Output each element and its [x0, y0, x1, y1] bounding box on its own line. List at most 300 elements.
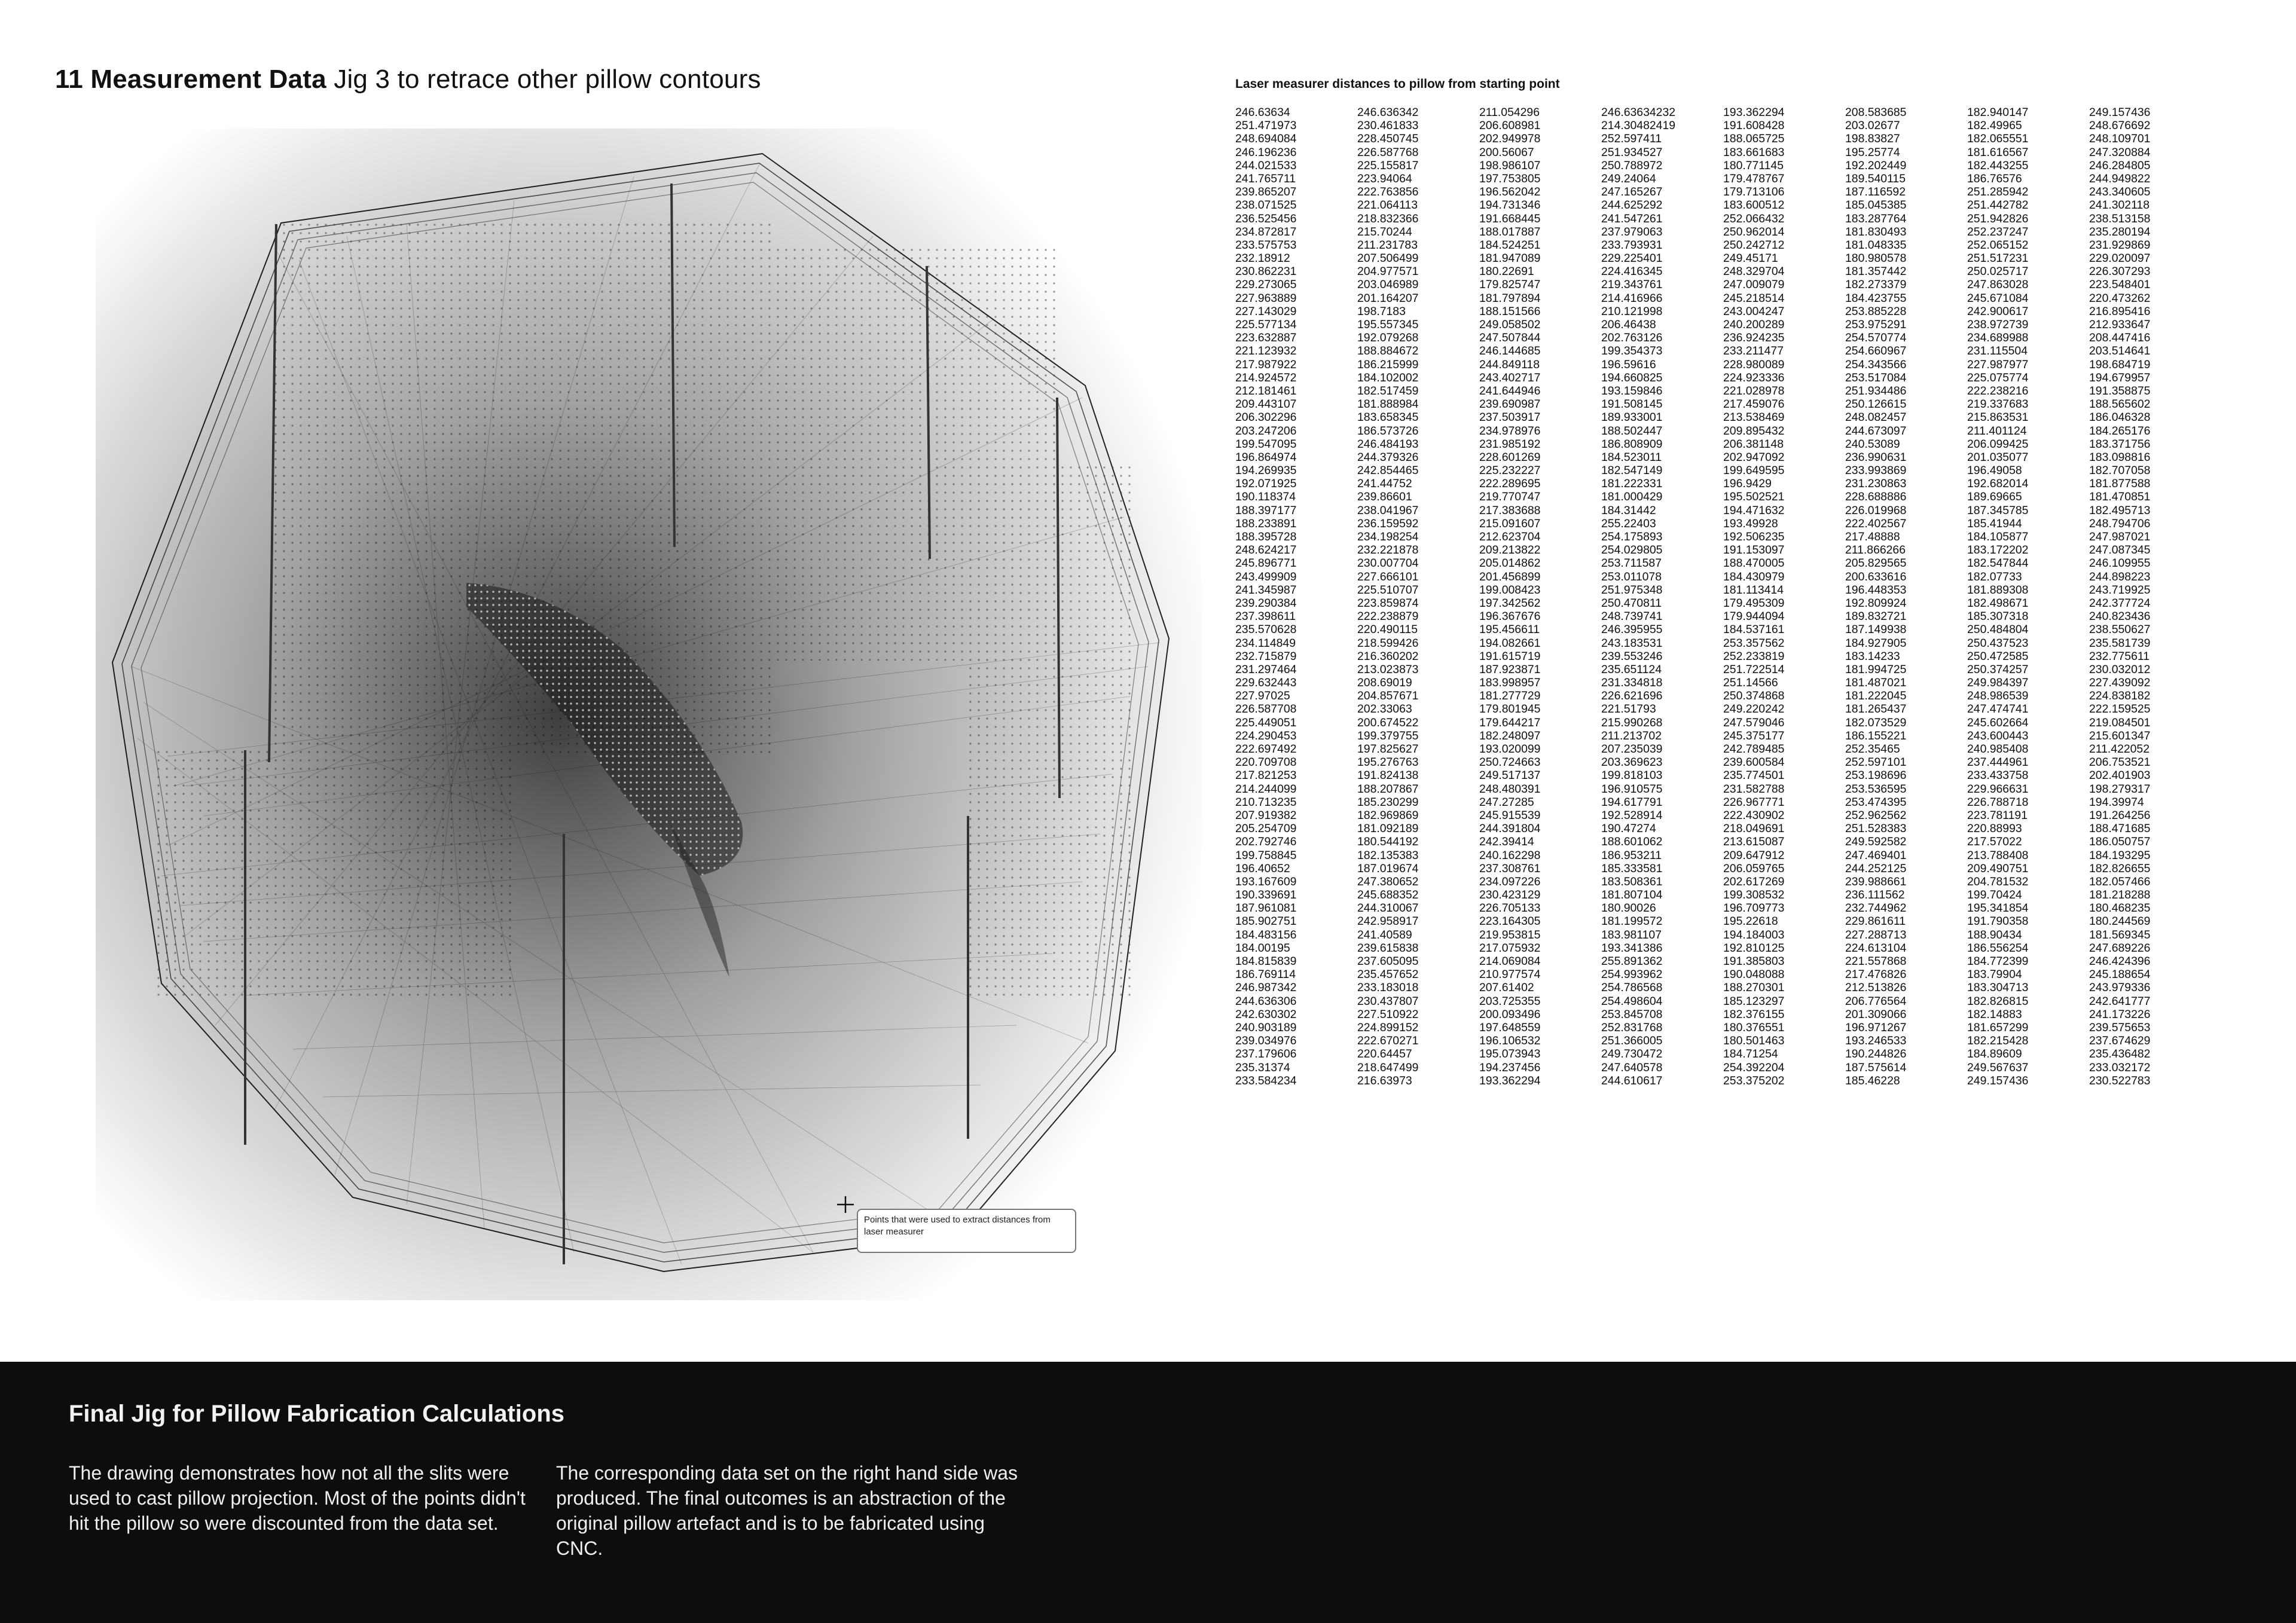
distance-value: 192.079268	[1357, 331, 1419, 345]
distance-value: 230.862231	[1235, 265, 1297, 279]
distance-value: 225.075774	[1967, 371, 2029, 384]
distance-value: 226.621696	[1601, 689, 1663, 703]
distance-value: 217.459076	[1723, 398, 1785, 411]
distance-value: 229.273065	[1235, 278, 1297, 292]
distance-value: 222.697492	[1235, 742, 1297, 756]
distance-value: 196.971267	[1845, 1020, 1907, 1034]
distance-value: 182.498671	[1967, 596, 2029, 610]
distance-value: 179.944094	[1723, 610, 1785, 623]
distance-value: 205.829565	[1845, 557, 1907, 570]
distance-value: 203.247206	[1235, 424, 1297, 438]
distance-value: 181.092189	[1357, 822, 1419, 836]
distance-value: 247.165267	[1601, 185, 1663, 199]
distance-value: 187.019674	[1357, 861, 1419, 875]
distance-value: 253.011078	[1601, 570, 1662, 583]
distance-value: 230.032012	[2089, 662, 2151, 676]
distance-value: 203.514641	[2089, 344, 2151, 358]
distance-value: 245.375177	[1723, 729, 1785, 742]
distance-value: 235.31374	[1235, 1060, 1290, 1074]
distance-value: 243.719925	[2089, 583, 2151, 597]
data-column-4	[1601, 106, 1723, 1295]
distance-value: 182.248097	[1479, 729, 1541, 742]
distance-value: 218.049691	[1723, 822, 1785, 836]
distance-value: 225.510707	[1357, 583, 1419, 597]
distance-value: 202.33063	[1357, 702, 1412, 716]
distance-value: 213.538469	[1723, 411, 1785, 424]
distance-value: 250.025717	[1967, 265, 2029, 279]
distance-value: 199.354373	[1601, 344, 1663, 358]
distance-value: 210.121998	[1601, 304, 1663, 318]
distance-value: 186.76576	[1967, 172, 2022, 185]
distance-value: 213.615087	[1723, 835, 1785, 849]
distance-value: 224.290453	[1235, 729, 1297, 742]
distance-value: 181.218288	[2089, 888, 2151, 902]
distance-value: 182.07733	[1967, 570, 2022, 583]
distance-value: 196.106532	[1479, 1034, 1541, 1048]
distance-value: 200.633616	[1845, 570, 1907, 583]
distance-value: 181.487021	[1845, 676, 1907, 690]
distance-value: 179.825747	[1479, 278, 1541, 292]
distance-value: 224.899152	[1357, 1020, 1419, 1034]
distance-value: 251.722514	[1723, 662, 1785, 676]
distance-value: 180.376551	[1723, 1020, 1785, 1034]
distance-value: 190.47274	[1601, 822, 1656, 836]
distance-value: 206.099425	[1967, 437, 2029, 451]
data-column-6	[1845, 106, 1967, 1295]
distance-value: 247.863028	[1967, 278, 2029, 292]
distance-value: 194.237456	[1479, 1060, 1541, 1074]
distance-value: 196.40652	[1235, 861, 1290, 875]
distance-value: 194.184003	[1723, 928, 1785, 942]
distance-value: 252.233819	[1723, 649, 1785, 663]
distance-value: 248.082457	[1845, 411, 1907, 424]
distance-value: 202.763126	[1601, 331, 1663, 345]
distance-value: 192.202449	[1845, 158, 1907, 172]
distance-value: 208.447416	[2089, 331, 2151, 345]
distance-value: 184.537161	[1723, 623, 1785, 637]
distance-value: 217.383688	[1479, 503, 1541, 517]
distance-value: 247.27285	[1479, 795, 1534, 809]
distance-value: 252.066432	[1723, 212, 1785, 225]
distance-value: 225.449051	[1235, 716, 1297, 729]
distance-value: 206.608981	[1479, 119, 1541, 133]
distance-value: 247.320884	[2089, 145, 2151, 159]
distance-value: 234.097226	[1479, 875, 1541, 888]
distance-value: 245.671084	[1967, 291, 2029, 305]
distance-value: 241.173226	[2089, 1007, 2151, 1021]
distance-value: 195.25774	[1845, 145, 1900, 159]
distance-value: 203.369623	[1601, 756, 1663, 769]
distance-value: 227.963889	[1235, 291, 1297, 305]
distance-value: 187.961081	[1235, 901, 1297, 915]
distance-value: 249.058502	[1479, 318, 1541, 331]
distance-value: 196.562042	[1479, 185, 1541, 199]
distance-value: 229.225401	[1601, 252, 1663, 265]
distance-value: 226.967771	[1723, 795, 1785, 809]
distance-value: 179.478767	[1723, 172, 1785, 185]
distance-value: 182.707058	[2089, 464, 2151, 478]
distance-value: 180.544192	[1357, 835, 1419, 849]
distance-value: 196.9429	[1723, 477, 1772, 491]
distance-value: 184.523011	[1601, 450, 1662, 464]
distance-value: 232.18912	[1235, 252, 1290, 265]
distance-value: 186.573726	[1357, 424, 1419, 438]
distance-value: 254.175893	[1601, 530, 1663, 543]
distance-value: 198.684719	[2089, 357, 2151, 371]
distance-value: 191.608428	[1723, 119, 1785, 133]
distance-value: 193.167609	[1235, 875, 1297, 888]
distance-value: 243.402717	[1479, 371, 1541, 384]
distance-value: 237.674629	[2089, 1034, 2151, 1048]
distance-value: 249.984397	[1967, 676, 2029, 690]
distance-value: 184.265176	[2089, 424, 2151, 438]
distance-value: 251.934486	[1845, 384, 1907, 398]
distance-value: 235.457652	[1357, 968, 1419, 982]
distance-value: 246.284805	[2089, 158, 2151, 172]
distance-value: 195.276763	[1357, 756, 1419, 769]
distance-value: 246.987342	[1235, 981, 1297, 995]
distance-value: 180.22691	[1479, 265, 1534, 279]
distance-value: 213.788408	[1967, 848, 2029, 862]
distance-value: 239.290384	[1235, 596, 1297, 610]
distance-value: 226.705133	[1479, 901, 1541, 915]
distance-value: 248.480391	[1479, 782, 1541, 796]
distance-value: 236.159592	[1357, 516, 1419, 530]
distance-value: 239.988661	[1845, 875, 1907, 888]
distance-value: 220.709708	[1235, 756, 1297, 769]
distance-value: 244.610617	[1601, 1074, 1663, 1087]
distance-value: 247.087345	[2089, 543, 2151, 557]
distance-value: 184.524251	[1479, 238, 1541, 252]
distance-value: 193.341386	[1601, 941, 1663, 955]
distance-value: 186.050757	[2089, 835, 2151, 849]
distance-value: 194.082661	[1479, 636, 1541, 650]
distance-value: 209.213822	[1479, 543, 1541, 557]
distance-value: 198.7183	[1357, 304, 1406, 318]
data-column-3	[1479, 106, 1601, 1295]
heading-number: 11	[55, 65, 83, 94]
distance-value: 230.461833	[1357, 119, 1419, 133]
distance-value: 184.89609	[1967, 1047, 2022, 1061]
distance-value: 244.310067	[1357, 901, 1419, 915]
distance-value: 191.153097	[1723, 543, 1785, 557]
distance-value: 249.220242	[1723, 702, 1785, 716]
distance-value: 223.94064	[1357, 172, 1412, 185]
distance-value: 234.872817	[1235, 225, 1297, 239]
distance-value: 190.118374	[1235, 490, 1296, 504]
distance-value: 219.770747	[1479, 490, 1541, 504]
distance-value: 206.753521	[2089, 756, 2151, 769]
distance-value: 241.345987	[1235, 583, 1297, 597]
distance-value: 240.162298	[1479, 848, 1541, 862]
distance-value: 179.644217	[1479, 716, 1541, 729]
distance-value: 181.797894	[1479, 291, 1541, 305]
distance-value: 192.809924	[1845, 596, 1907, 610]
distance-value: 220.473262	[2089, 291, 2151, 305]
distance-value: 221.51793	[1601, 702, 1656, 716]
distance-value: 247.689226	[2089, 941, 2151, 955]
distance-value: 205.254709	[1235, 822, 1297, 836]
distance-value: 214.416966	[1601, 291, 1663, 305]
distance-value: 200.674522	[1357, 716, 1419, 729]
distance-value: 180.90026	[1601, 901, 1656, 915]
distance-value: 242.789485	[1723, 742, 1785, 756]
distance-value: 214.244099	[1235, 782, 1297, 796]
distance-value: 203.725355	[1479, 994, 1541, 1008]
distance-value: 249.517137	[1479, 769, 1541, 783]
distance-value: 181.947089	[1479, 252, 1541, 265]
distance-value: 217.987922	[1235, 357, 1297, 371]
distance-value: 184.423755	[1845, 291, 1907, 305]
jig-measurement-drawing	[96, 129, 1202, 1300]
distance-value: 248.676692	[2089, 119, 2151, 133]
distance-value: 230.522783	[2089, 1074, 2151, 1087]
distance-value: 184.105877	[1967, 530, 2029, 543]
distance-value: 254.392204	[1723, 1060, 1785, 1074]
distance-value: 184.102002	[1357, 371, 1419, 384]
distance-value: 181.265437	[1845, 702, 1907, 716]
distance-value: 215.990268	[1601, 716, 1663, 729]
distance-value: 206.381148	[1723, 437, 1784, 451]
distance-value: 183.981107	[1601, 928, 1662, 942]
distance-value: 200.56067	[1479, 145, 1534, 159]
distance-value: 218.647499	[1357, 1060, 1419, 1074]
distance-value: 193.362294	[1479, 1074, 1541, 1087]
distance-value: 192.506235	[1723, 530, 1785, 543]
distance-value: 253.198696	[1845, 769, 1907, 783]
distance-value: 253.517084	[1845, 371, 1907, 384]
distance-value: 234.689988	[1967, 331, 2029, 345]
distance-value: 193.362294	[1723, 106, 1785, 119]
distance-value: 184.772399	[1967, 955, 2029, 968]
distance-value: 182.376155	[1723, 1007, 1785, 1021]
distance-value: 201.035077	[1967, 450, 2029, 464]
distance-value: 231.297464	[1235, 662, 1297, 676]
distance-value: 249.45171	[1723, 252, 1778, 265]
distance-value: 197.753805	[1479, 172, 1541, 185]
distance-value: 253.975291	[1845, 318, 1907, 331]
distance-value: 191.264256	[2089, 808, 2151, 822]
distance-value: 244.949822	[2089, 172, 2151, 185]
distance-value: 216.360202	[1357, 649, 1419, 663]
distance-value: 202.401903	[2089, 769, 2151, 783]
distance-value: 185.230299	[1357, 795, 1419, 809]
distance-value: 241.547261	[1601, 212, 1663, 225]
distance-value: 239.034976	[1235, 1034, 1297, 1048]
distance-value: 201.309066	[1845, 1007, 1907, 1021]
distance-value: 227.288713	[1845, 928, 1907, 942]
footer-paragraph-right: The corresponding data set on the right hand side was produced. The final outcomes is an abstraction of the original pillow artefact and is to be fabricated using CNC.	[556, 1462, 1018, 1559]
distance-value: 250.374868	[1723, 689, 1785, 703]
distance-value: 196.367676	[1479, 610, 1541, 623]
distance-value: 250.484804	[1967, 623, 2029, 637]
distance-value: 186.155221	[1845, 729, 1907, 742]
distance-value: 249.567637	[1967, 1060, 2029, 1074]
distance-value: 225.155817	[1357, 158, 1419, 172]
distance-value: 243.004247	[1723, 304, 1785, 318]
distance-value: 182.969869	[1357, 808, 1419, 822]
distance-value: 185.045385	[1845, 198, 1907, 212]
distance-value: 241.44752	[1357, 477, 1412, 491]
distance-value: 183.658345	[1357, 411, 1419, 424]
distance-value: 184.430979	[1723, 570, 1785, 583]
distance-data-table	[1235, 106, 2216, 1295]
distance-value: 199.70424	[1967, 888, 2022, 902]
distance-value: 227.439092	[2089, 676, 2151, 690]
distance-value: 240.200289	[1723, 318, 1785, 331]
distance-value: 185.41944	[1967, 516, 2022, 530]
distance-value: 252.597101	[1845, 756, 1907, 769]
distance-value: 221.064113	[1357, 198, 1418, 212]
distance-value: 244.021533	[1235, 158, 1297, 172]
distance-value: 195.502521	[1723, 490, 1785, 504]
distance-value: 244.636306	[1235, 994, 1297, 1008]
distance-value: 183.79904	[1967, 968, 2022, 982]
distance-value: 250.788972	[1601, 158, 1663, 172]
distance-value: 189.832721	[1845, 610, 1907, 623]
distance-value: 189.933001	[1601, 411, 1663, 424]
distance-value: 237.979063	[1601, 225, 1663, 239]
distance-value: 242.854465	[1357, 464, 1419, 478]
distance-value: 229.861611	[1845, 915, 1906, 928]
distance-value: 181.222045	[1845, 689, 1907, 703]
distance-value: 188.065725	[1723, 132, 1785, 146]
distance-value: 239.600584	[1723, 756, 1785, 769]
distance-value: 236.990631	[1845, 450, 1907, 464]
distance-value: 217.075932	[1479, 941, 1541, 955]
distance-value: 179.495309	[1723, 596, 1785, 610]
distance-value: 188.884672	[1357, 344, 1419, 358]
distance-value: 233.211477	[1723, 344, 1784, 358]
distance-value: 195.557345	[1357, 318, 1419, 331]
distance-value: 188.207867	[1357, 782, 1419, 796]
distance-value: 211.866266	[1845, 543, 1906, 557]
distance-value: 252.065152	[1967, 238, 2029, 252]
distance-value: 233.183018	[1357, 981, 1419, 995]
distance-value: 225.232227	[1479, 464, 1541, 478]
distance-value: 228.980089	[1723, 357, 1785, 371]
distance-value: 243.340605	[2089, 185, 2151, 199]
distance-value: 188.270301	[1723, 981, 1785, 995]
distance-value: 229.632443	[1235, 676, 1297, 690]
distance-value: 186.769114	[1235, 968, 1296, 982]
distance-value: 226.587708	[1235, 702, 1297, 716]
distance-value: 206.776564	[1845, 994, 1907, 1008]
distance-value: 221.123932	[1235, 344, 1297, 358]
distance-value: 247.507844	[1479, 331, 1541, 345]
distance-value: 223.632887	[1235, 331, 1297, 345]
distance-value: 221.028978	[1723, 384, 1785, 398]
distance-value: 199.649595	[1723, 464, 1785, 478]
distance-value: 219.084501	[2089, 716, 2151, 729]
distance-value: 195.22618	[1723, 915, 1778, 928]
distance-value: 181.807104	[1601, 888, 1663, 902]
distance-value: 188.601062	[1601, 835, 1663, 849]
distance-value: 193.49928	[1723, 516, 1778, 530]
distance-value: 233.575753	[1235, 238, 1297, 252]
distance-value: 210.977574	[1479, 968, 1541, 982]
distance-value: 194.471632	[1723, 503, 1785, 517]
distance-value: 183.287764	[1845, 212, 1907, 225]
distance-value: 238.071525	[1235, 198, 1297, 212]
distance-value: 186.808909	[1601, 437, 1663, 451]
distance-value: 188.502447	[1601, 424, 1663, 438]
distance-value: 220.490115	[1357, 623, 1418, 637]
distance-value: 204.781532	[1967, 875, 2029, 888]
distance-value: 202.947092	[1723, 450, 1785, 464]
distance-value: 201.164207	[1357, 291, 1419, 305]
distance-value: 228.450745	[1357, 132, 1419, 146]
distance-value: 183.371756	[2089, 437, 2151, 451]
distance-value: 247.009079	[1723, 278, 1785, 292]
distance-value: 252.35465	[1845, 742, 1900, 756]
distance-value: 252.831768	[1601, 1020, 1663, 1034]
data-column-8	[2089, 106, 2211, 1295]
distance-value: 207.61402	[1479, 981, 1534, 995]
distance-value: 185.46228	[1845, 1074, 1900, 1087]
distance-value: 232.221878	[1357, 543, 1419, 557]
distance-value: 244.391804	[1479, 822, 1541, 836]
distance-value: 236.525456	[1235, 212, 1297, 225]
distance-value: 241.644946	[1479, 384, 1541, 398]
distance-value: 191.385803	[1723, 955, 1785, 968]
distance-value: 184.00195	[1235, 941, 1290, 955]
distance-value: 188.471685	[2089, 822, 2151, 836]
data-column-2	[1357, 106, 1479, 1295]
distance-value: 180.468235	[2089, 901, 2151, 915]
distance-value: 187.345785	[1967, 503, 2029, 517]
distance-value: 254.498604	[1601, 994, 1663, 1008]
heading-bold: Measurement Data	[90, 65, 326, 94]
distance-value: 222.402567	[1845, 516, 1907, 530]
distance-value: 237.398611	[1235, 610, 1296, 623]
distance-value: 194.39974	[2089, 795, 2144, 809]
distance-value: 253.536595	[1845, 782, 1907, 796]
distance-value: 186.953211	[1601, 848, 1662, 862]
distance-value: 180.980578	[1845, 252, 1907, 265]
distance-value: 194.731346	[1479, 198, 1541, 212]
distance-value: 183.098816	[2089, 450, 2151, 464]
distance-value: 253.845708	[1601, 1007, 1663, 1021]
distance-value: 211.231783	[1357, 238, 1418, 252]
distance-value: 211.054296	[1479, 106, 1540, 119]
distance-value: 244.849118	[1479, 357, 1540, 371]
distance-value: 199.758845	[1235, 848, 1297, 862]
distance-value: 182.273379	[1845, 278, 1907, 292]
distance-value: 185.307318	[1967, 610, 2029, 623]
distance-value: 196.910575	[1601, 782, 1663, 796]
distance-value: 246.63634	[1235, 106, 1290, 119]
distance-value: 232.775611	[2089, 649, 2150, 663]
distance-value: 240.903189	[1235, 1020, 1297, 1034]
distance-value: 187.116592	[1845, 185, 1906, 199]
distance-value: 235.570628	[1235, 623, 1297, 637]
distance-value: 182.49965	[1967, 119, 2022, 133]
distance-value: 246.144685	[1479, 344, 1541, 358]
distance-value: 250.374257	[1967, 662, 2029, 676]
distance-value: 185.902751	[1235, 915, 1297, 928]
distance-value: 198.279317	[2089, 782, 2151, 796]
distance-value: 190.048088	[1723, 968, 1785, 982]
data-column-1	[1235, 106, 1357, 1295]
distance-value: 226.587768	[1357, 145, 1419, 159]
distance-value: 249.730472	[1601, 1047, 1663, 1061]
distance-value: 251.366005	[1601, 1034, 1663, 1048]
distance-value: 250.242712	[1723, 238, 1785, 252]
distance-value: 242.958917	[1357, 915, 1419, 928]
distance-value: 250.437523	[1967, 636, 2029, 650]
distance-value: 254.660967	[1845, 344, 1907, 358]
